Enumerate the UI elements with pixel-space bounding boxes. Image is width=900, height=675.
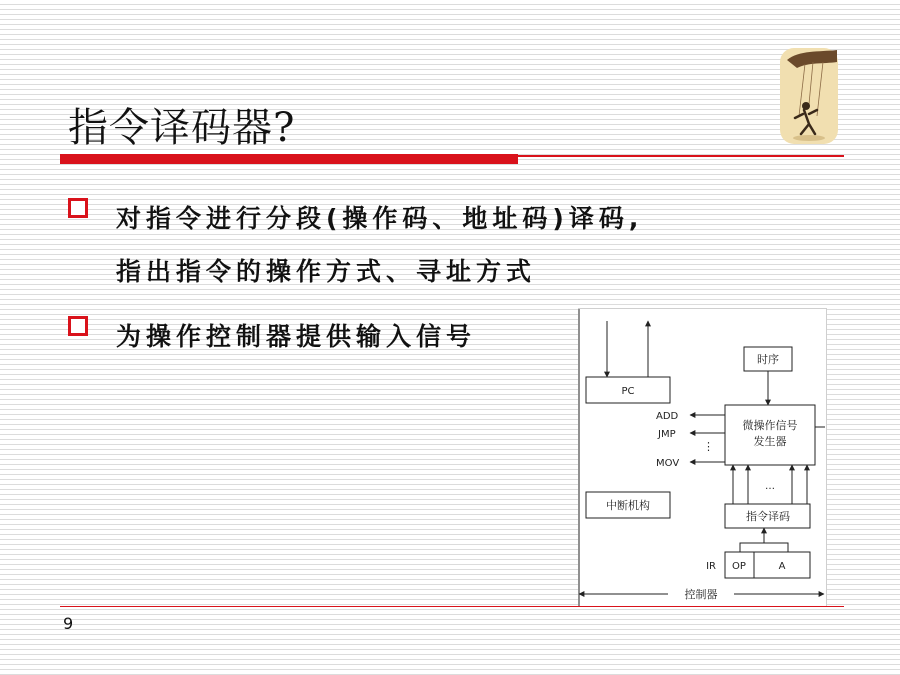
controller-diagram-panel [578,308,827,607]
micro-op-label-1: 微操作信号 [742,419,798,432]
pc-label: PC [621,386,635,397]
bullet-1-line-1: 对指令进行分段(操作码、地址码)译码, [116,204,644,233]
hollow-square-bullet-icon [68,198,88,218]
marionette-puppet-icon [779,46,839,146]
signal-vertical-ellipsis: ⋮ [703,440,714,453]
decoder-label: 指令译码 [746,510,790,523]
bullet-1-line-2: 指出指令的操作方式、寻址方式 [116,257,537,286]
decode-ellipsis: … [765,481,775,492]
timing-label: 时序 [757,353,779,366]
title-underline-rule [60,155,844,157]
mov-signal-label: MOV [656,458,680,469]
slide-title: 指令译码器? [68,105,296,151]
jmp-signal-label: JMP [658,429,676,440]
bullet-2-line-1: 为操作控制器提供输入信号 [116,322,477,351]
interrupt-label: 中断机构 [606,499,650,512]
page-number: 9 [63,614,74,633]
op-field-label: OP [732,561,746,572]
hollow-square-bullet-icon [68,316,88,336]
op-to-decoder-arrow [740,528,788,552]
micro-op-label-2: 发生器 [753,435,787,448]
footer-rule [60,606,844,607]
add-signal-label: ADD [656,411,679,422]
controller-label: 控制器 [684,588,718,601]
address-field-label: A [778,561,786,572]
controller-diagram [578,309,826,607]
ir-label: IR [706,561,716,572]
